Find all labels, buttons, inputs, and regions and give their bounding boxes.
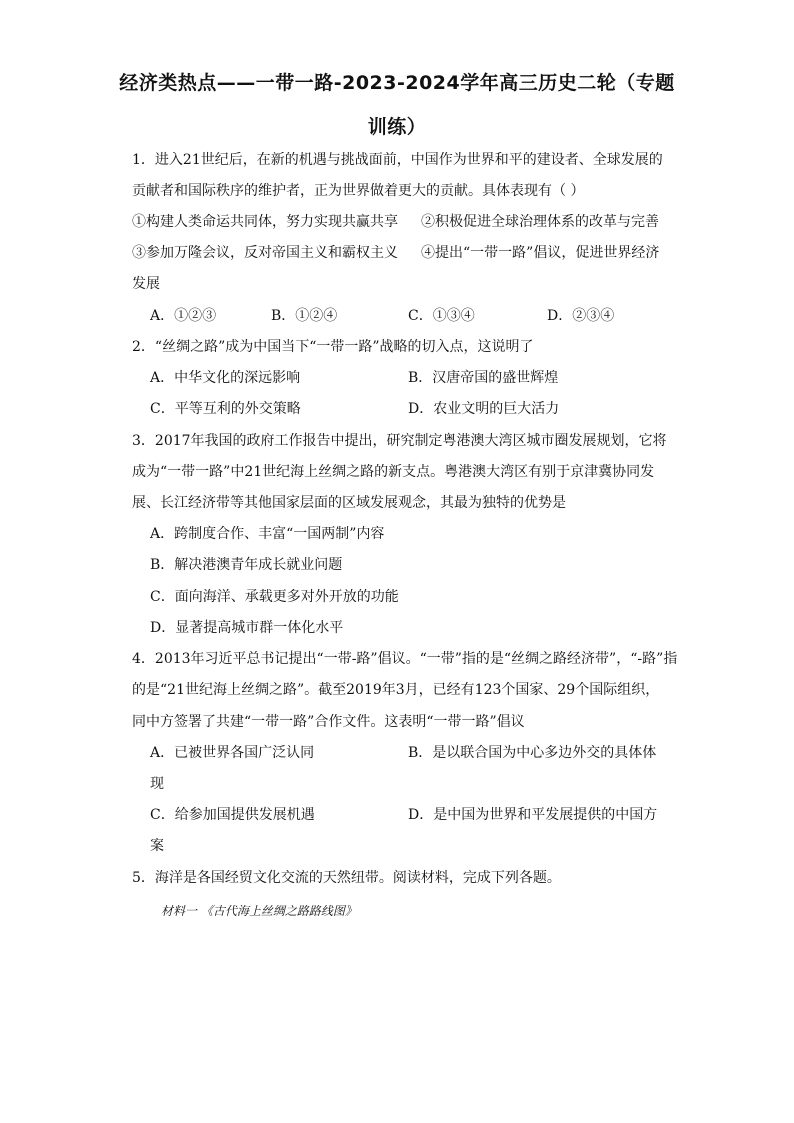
q1-item-3: ③参加万隆会议，反对帝国主义和霸权主义 xyxy=(132,245,398,261)
q4-option-d[interactable]: D．是中国为世界和平发展提供的中国方 xyxy=(408,807,658,823)
q1-option-c[interactable]: C．①③④ xyxy=(408,308,475,324)
q3-option-d[interactable]: D．显著提高城市群一体化水平 xyxy=(150,620,344,636)
q1-stem-line2: 贡献者和国际秩序的维护者，正为世界做着更大的贡献。具体表现有（ ） xyxy=(132,183,585,199)
doc-title-line2: 训练） xyxy=(367,116,427,138)
q3-stem-line1: 3．2017年我国的政府工作报告中提出，研究制定粤港澳大湾区城市圈发展规划，它将 xyxy=(132,433,667,449)
q3-option-a[interactable]: A．跨制度合作、丰富“一国两制”内容 xyxy=(150,526,385,542)
q4-option-c[interactable]: C．给参加国提供发展机遇 xyxy=(150,807,315,823)
q2-option-c[interactable]: C．平等互利的外交策略 xyxy=(150,401,301,417)
doc-title-line1: 经济类热点——一带一路-2023-2024学年高三历史二轮（专题 xyxy=(119,72,675,94)
q2-option-b[interactable]: B．汉唐帝国的盛世辉煌 xyxy=(408,370,559,386)
q3-option-c[interactable]: C．面向海洋、承载更多对外开放的功能 xyxy=(150,589,399,605)
q4-option-a[interactable]: A．已被世界各国广泛认同 xyxy=(150,745,315,761)
q4-option-d-continued: 案 xyxy=(150,838,164,854)
q1-item-2: ②积极促进全球治理体系的改革与完善 xyxy=(421,214,659,230)
q3-stem-line3: 展、长江经济带等其他国家层面的区域发展观念，其最为独特的优势是 xyxy=(132,495,566,511)
q4-stem-line1: 4．2013年习近平总书记提出“一带-路”倡议。“一带”指的是“丝绸之路经济带”，“-路”指 xyxy=(132,651,678,667)
q4-stem-line2: 的是“21世纪海上丝绸之路”。截至2019年3月，已经有123个国家、29个国际组织， xyxy=(132,682,660,698)
q4-option-b-continued: 现 xyxy=(150,776,164,792)
q1-option-b[interactable]: B．①②④ xyxy=(271,308,338,324)
q2-stem: 2．“丝绸之路”成为中国当下“一带一路”战略的切入点，这说明了 xyxy=(132,339,534,355)
q1-item-4: ④提出“一带一路”倡议，促进世界经济 xyxy=(421,245,660,261)
q5-stem: 5．海洋是各国经贸文化交流的天然纽带。阅读材料，完成下列各题。 xyxy=(132,870,561,886)
q1-item-4-continued: 发展 xyxy=(132,276,160,292)
q1-option-d[interactable]: D．②③④ xyxy=(547,308,615,324)
q3-stem-line2: 成为“一带一路”中21世纪海上丝绸之路的新支点。粤港澳大湾区有别于京津冀协同发 xyxy=(132,464,655,480)
q1-item-1: ①构建人类命运共同体，努力实现共赢共享 xyxy=(132,214,398,230)
q1-option-a[interactable]: A．①②③ xyxy=(150,308,217,324)
q3-option-b[interactable]: B．解决港澳青年成长就业问题 xyxy=(150,557,343,573)
q2-option-a[interactable]: A．中华文化的深远影响 xyxy=(150,370,301,386)
q5-material1-caption: 材料一 《古代海上丝绸之路路线图》 xyxy=(161,904,357,918)
q1-stem-line1: 1．进入21世纪后，在新的机遇与挑战面前，中国作为世界和平的建设者、全球发展的 xyxy=(132,152,663,168)
q4-option-b[interactable]: B．是以联合国为中心多边外交的具体体 xyxy=(408,745,657,761)
q4-stem-line3: 同中方签署了共建“一带一路”合作文件。这表明“一带一路”倡议 xyxy=(132,714,525,730)
q2-option-d[interactable]: D．农业文明的巨大活力 xyxy=(408,401,560,417)
